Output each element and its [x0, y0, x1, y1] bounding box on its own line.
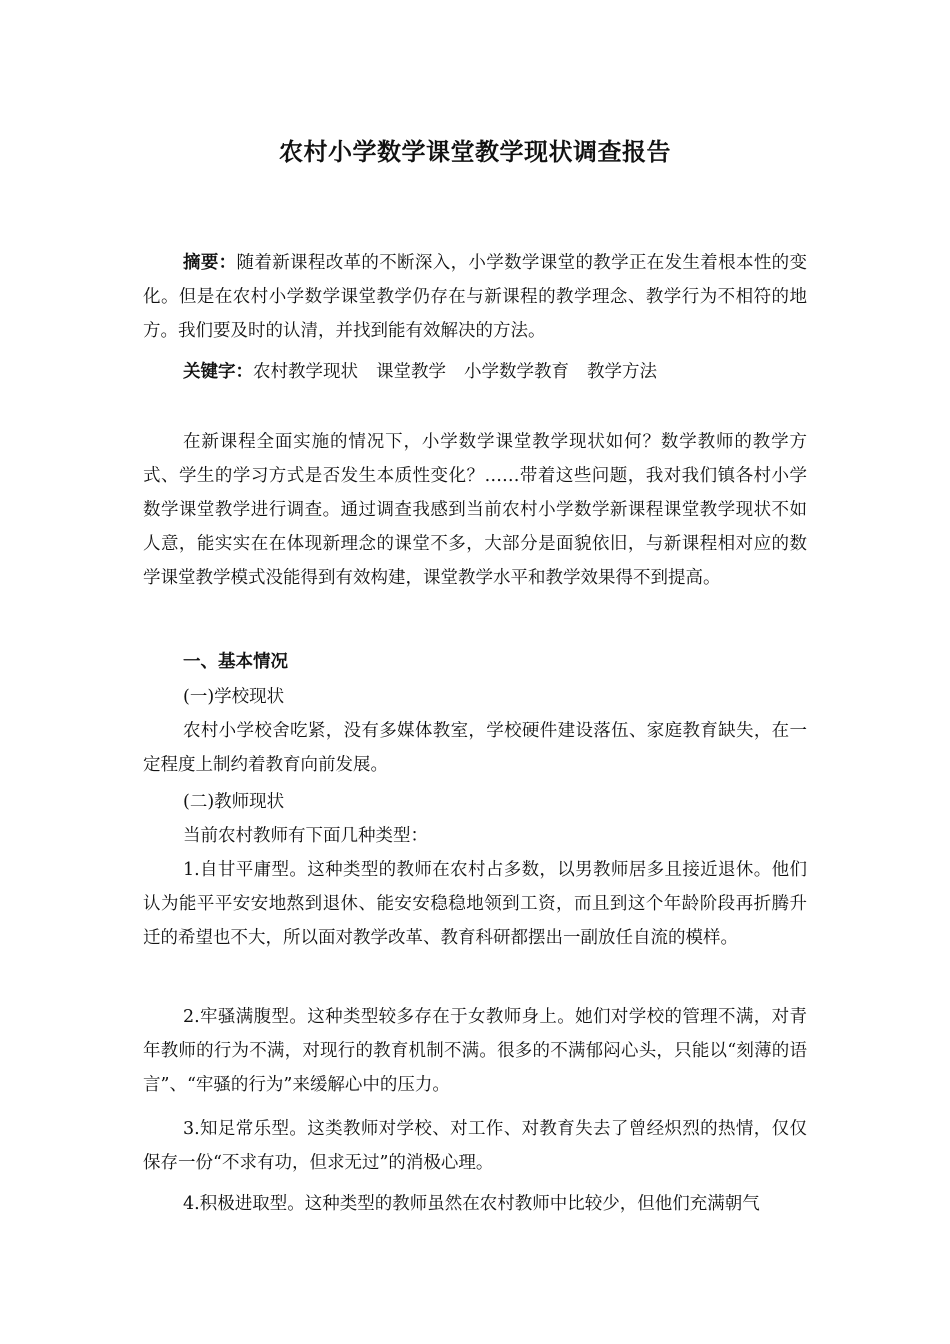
- teacher-type-paragraph: 4.积极进取型。这种类型的教师虽然在农村教师中比较少，但他们充满朝气: [183, 1194, 760, 1214]
- teacher-type-paragraph: 1.自甘平庸型。这种类型的教师在农村占多数，以男教师居多且接近退休。他们认为能平平安安地熬到退休、能安安稳稳地领到工资，而且到这个年龄阶段再折腾升迁的希望也不大，所以面对教学改革、教育科研都摆出一副放任自流的模样。: [143, 860, 807, 948]
- abstract-paragraph: [143, 246, 807, 348]
- teacher-type-paragraph: 2.牢骚满腹型。这种类型较多存在于女教师身上。她们对学校的管理不满，对青年教师的行为不满，对现行的教育机制不满。很多的不满郁闷心头，只能以“刻薄的语言”、“牢骚的行为”来缓解心中的压力。: [143, 1007, 807, 1095]
- keyword-item: 课堂教学: [376, 362, 446, 382]
- keyword-item: 农村教学现状: [253, 362, 358, 382]
- keywords-line: [143, 355, 807, 389]
- teacher-intro: 当前农村教师有下面几种类型：: [183, 826, 428, 846]
- subsection-heading: (二)教师现状: [183, 792, 285, 812]
- keyword-item: 教学方法: [587, 362, 657, 382]
- abstract-text: 随着新课程改革的不断深入，小学数学课堂的教学正在发生着根本性的变化。但是在农村小学数学课堂教学仍存在与新课程的教学理念、教学行为不相符的地方。我们要及时的认清，并找到能有效解决的方法。: [143, 253, 807, 341]
- subsection-heading: (一)学校现状: [183, 687, 285, 707]
- school-paragraph: 农村小学校舍吃紧，没有多媒体教室，学校硬件建设落伍、家庭教育缺失，在一定程度上制约着教育向前发展。: [143, 721, 807, 775]
- section-heading: 一、基本情况: [183, 652, 288, 672]
- keywords-label: 关键字：: [183, 362, 253, 382]
- keyword-item: 小学数学教育: [464, 362, 569, 382]
- abstract-label: 摘要：: [183, 253, 237, 273]
- teacher-type-paragraph: 3.知足常乐型。这类教师对学校、对工作、对教育失去了曾经炽烈的热情，仅仅保存一份“不求有功，但求无过”的消极心理。: [143, 1119, 807, 1173]
- page-title: 农村小学数学课堂教学现状调查报告: [279, 138, 671, 166]
- intro-paragraph: 在新课程全面实施的情况下，小学数学课堂教学现状如何？数学教师的教学方式、学生的学习方式是否发生本质性变化？……带着这些问题，我对我们镇各村小学数学课堂教学进行调查。通过调查我感到当前农村小学数学新课程课堂教学现状不如人意，能实实在在体现新理念的课堂不多，大部分是面貌依旧，与新课程相对应的数学课堂教学模式没能得到有效构建，课堂教学水平和教学效果得不到提高。: [143, 432, 807, 588]
